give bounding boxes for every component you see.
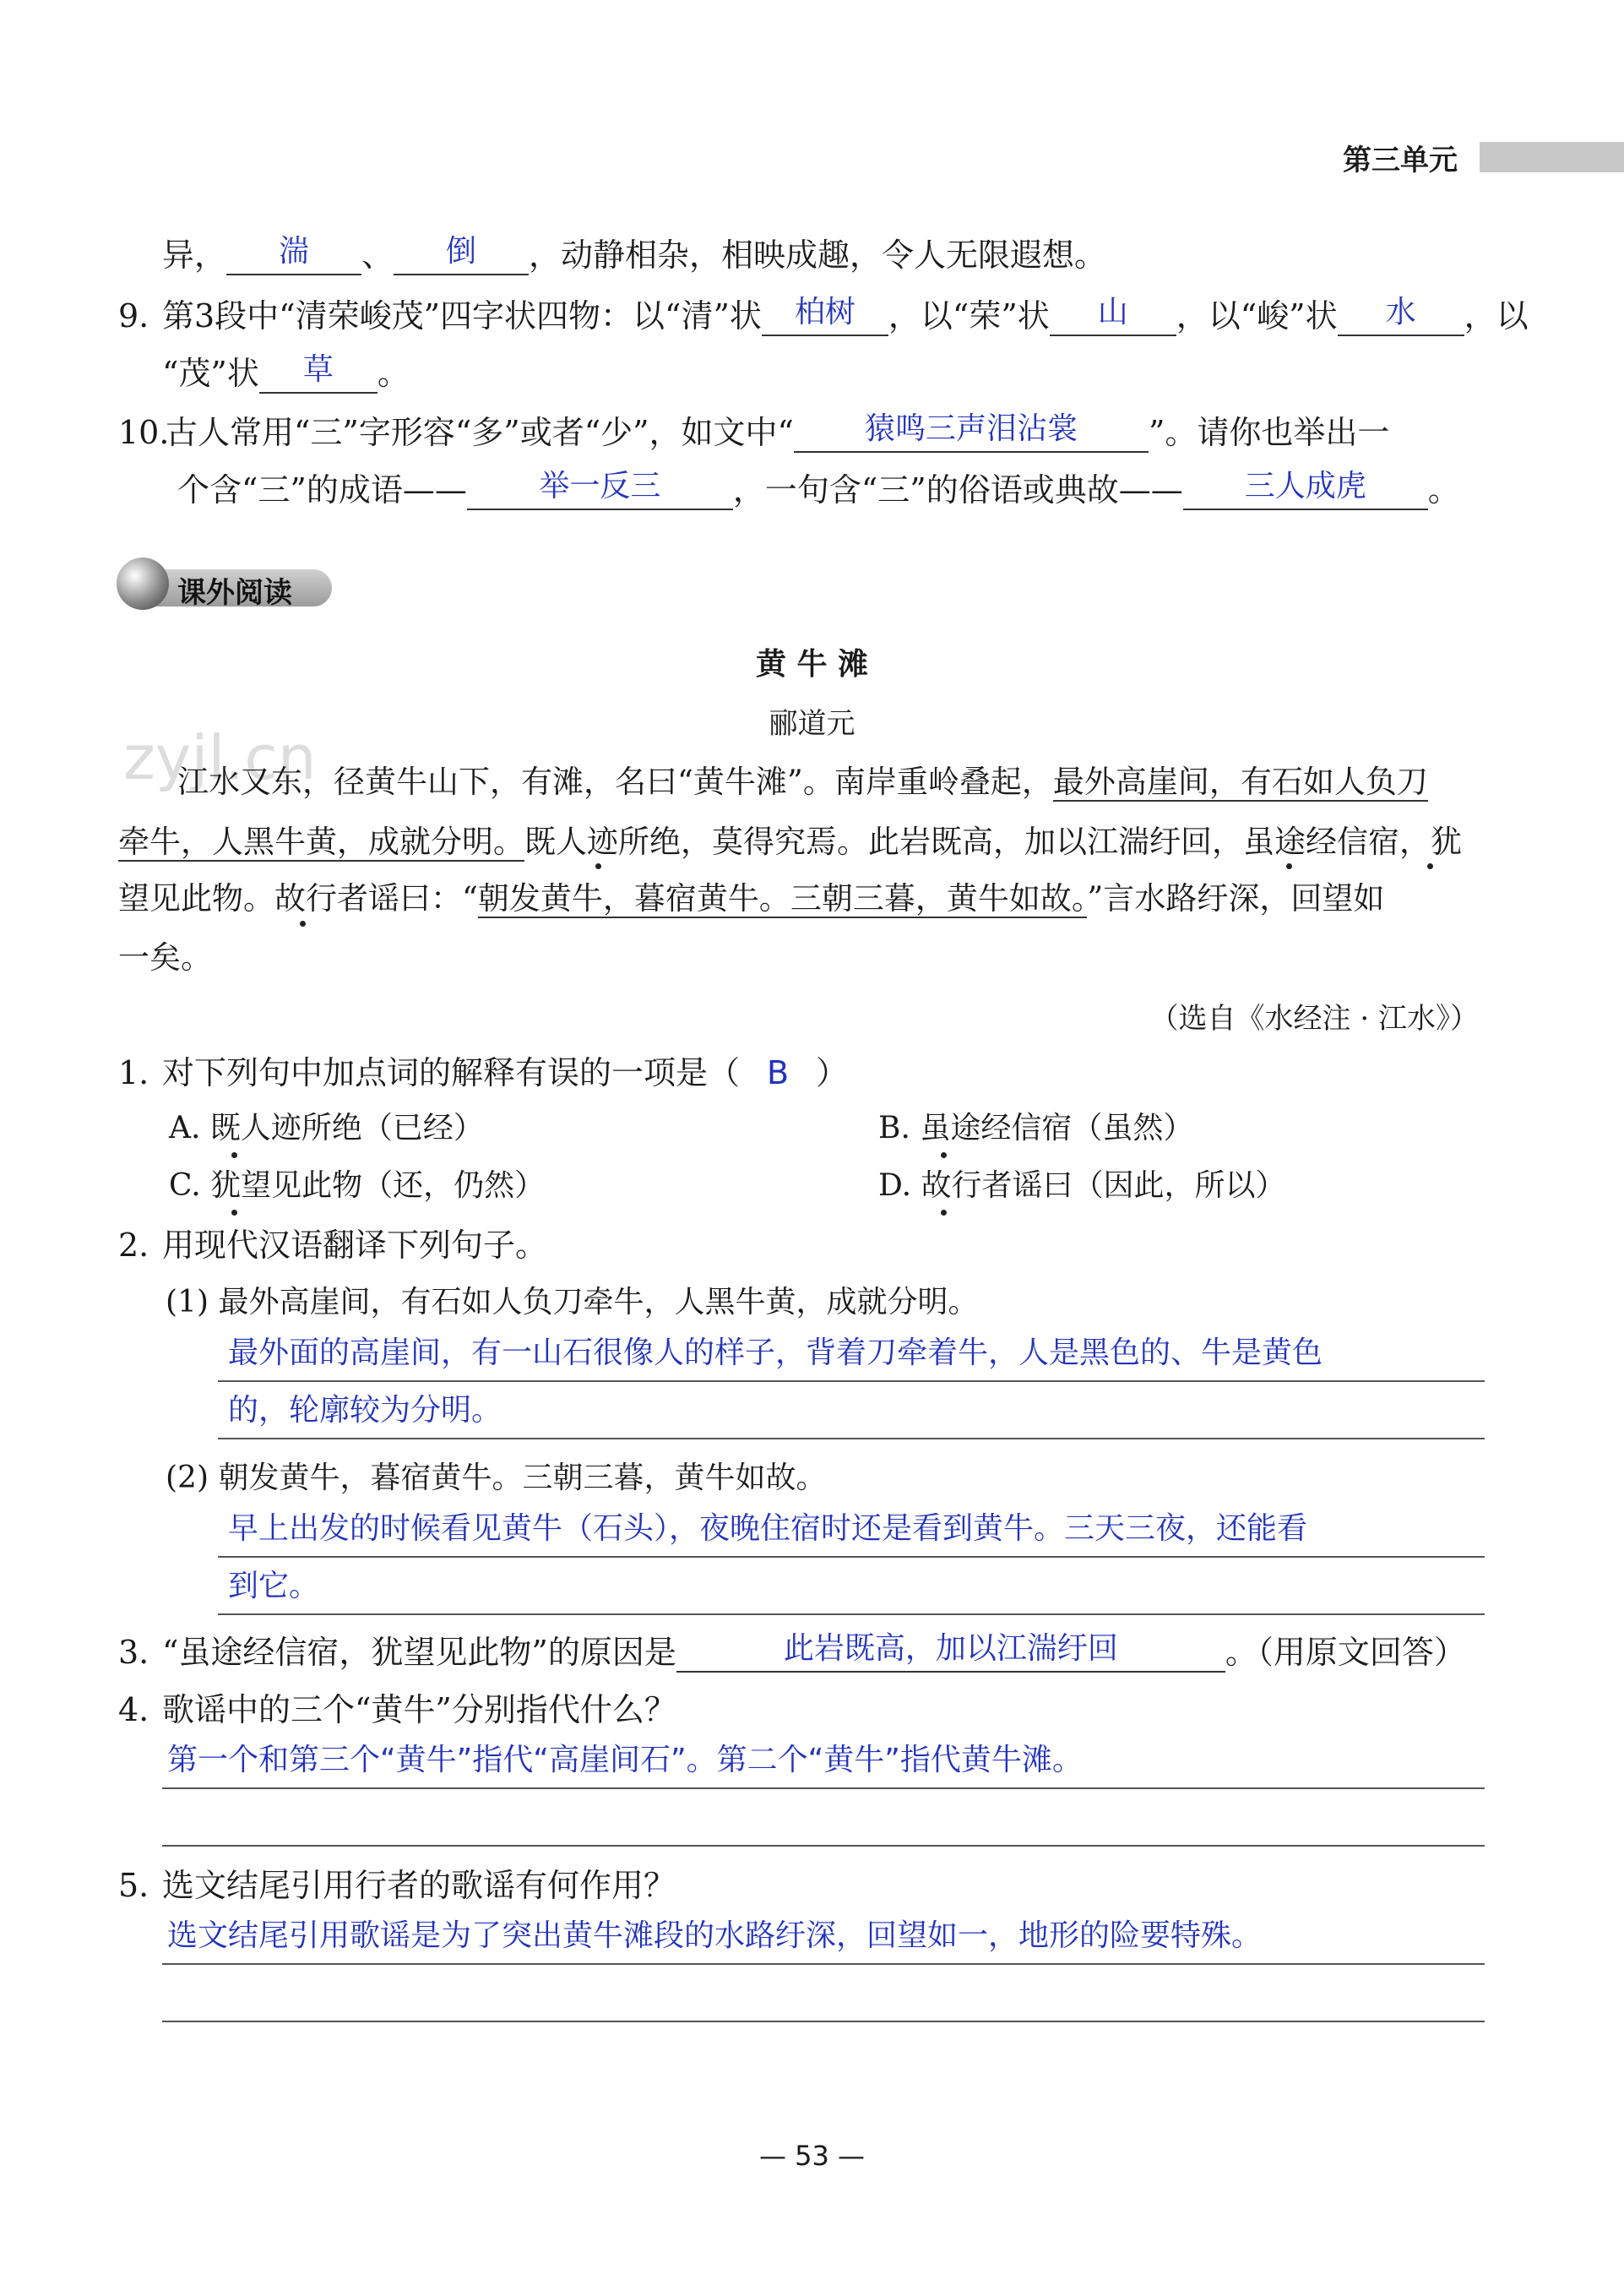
answer-blank: 三人成虎 [1244, 469, 1366, 503]
emphasis-dot [595, 863, 601, 869]
option-a: A. 既人迹所绝（已经） [169, 1111, 484, 1145]
reading-answer-4: 第一个和第三个“黄牛”指代“高崖间石”。第二个“黄牛”指代黄牛滩。 [167, 1743, 1083, 1777]
question-8-tail: 异， 湍 、 倒 ，动静相杂，相映成趣，令人无限遐想。 [162, 234, 1107, 274]
answer-blank: 水 [1385, 295, 1416, 329]
translate-answer-2-line-1: 早上出发的时候看见黄牛（石头），夜晚住宿时还是看到黄牛。三天三夜，还能看 [228, 1511, 1308, 1546]
emphasis-dot [300, 921, 306, 927]
answer-choice: B [766, 1054, 790, 1091]
watermark: zyjl.cn [123, 722, 317, 793]
question-9: 9. 第3段中“清荣峻茂”四字状四物：以“清”状 柏树 ，以“荣”状 山 ，以“峻”状 水 ，以 [118, 295, 1529, 335]
answer-blank: 湍 [279, 234, 310, 269]
emphasis-dot [941, 1152, 947, 1158]
passage-line-2: 牵牛，人黑牛黄，成就分明。既人迹所绝，莫得究焉。此岩既高，加以江湍纡回，虽途经信宿，犹 [118, 824, 1462, 860]
answer-line [218, 1380, 1485, 1382]
unit-title: 第三单元 [1343, 144, 1458, 177]
section-badge [117, 558, 336, 613]
page-number: — 53 — [758, 2140, 866, 2172]
question-9-cont: “茂”状 草 。 [162, 352, 410, 392]
answer-line [218, 1438, 1485, 1439]
emphasis-dot [941, 1210, 947, 1216]
unit-header [1343, 135, 1624, 179]
reading-question-4: 4. 歌谣中的三个“黄牛”分别指代什么？ [118, 1691, 676, 1728]
answer-blank: 此岩既高，加以江湍纡回 [783, 1631, 1118, 1666]
reading-question-5: 5. 选文结尾引用行者的歌谣有何作用？ [118, 1867, 676, 1904]
passage-line-3: 望见此物。故行者谣曰：“朝发黄牛，暮宿黄牛。三朝三暮，黄牛如故。”言水路纡深，回望如 [118, 880, 1385, 917]
emphasis-dot [231, 1210, 237, 1216]
reading-question-2: 2. 用现代汉语翻译下列句子。 [118, 1227, 548, 1264]
section-title: 课外阅读 [177, 576, 292, 610]
translate-sentence-1: (1) 最外高崖间，有石如人负刀牵牛，人黑牛黄，成就分明。 [166, 1285, 979, 1319]
passage-line-1: 江水又东，径黄牛山下，有滩，名曰“黄牛滩”。南岸重岭叠起，最外高崖间，有石如人负刀 [177, 764, 1428, 800]
question-10-cont: 个含“三”的成语—— 举一反三 ，一句含“三”的俗语或典故—— 三人成虎 。 [177, 469, 1460, 509]
passage-title: 黄 牛 滩 [755, 647, 869, 682]
emphasis-dot [1427, 863, 1433, 869]
answer-blank: 举一反三 [539, 469, 661, 503]
answer-blank: 柏树 [794, 295, 855, 329]
option-d: D. 故行者谣曰（因此，所以） [878, 1168, 1286, 1203]
answer-line [162, 1787, 1485, 1789]
passage-author: 郦道元 [769, 707, 855, 741]
passage-source: （选自《水经注 · 江水》） [1149, 1002, 1479, 1036]
translate-answer-1-line-1: 最外面的高崖间，有一山石很像人的样子，背着刀牵着牛，人是黑色的、牛是黄色 [228, 1336, 1323, 1370]
passage-line-4: 一矣。 [118, 939, 212, 976]
answer-line [218, 1613, 1485, 1615]
reading-answer-5: 选文结尾引用歌谣是为了突出黄牛滩段的水路纡深，回望如一，地形的险要特殊。 [167, 1918, 1263, 1953]
translate-sentence-2: (2) 朝发黄牛，暮宿黄牛。三朝三暮，黄牛如故。 [166, 1461, 827, 1495]
translate-answer-1-line-2: 的，轮廓较为分明。 [228, 1393, 502, 1428]
answer-line [162, 1963, 1485, 1965]
option-c: C. 犹望见此物（还，仍然） [169, 1168, 546, 1203]
answer-line [162, 2021, 1485, 2022]
emphasis-dot [1286, 863, 1292, 869]
answer-blank: 草 [302, 352, 334, 387]
reading-question-1: 1. 对下列句中加点词的解释有误的一项是（ B ） [118, 1054, 849, 1091]
reading-question-3: 3. “虽途经信宿，犹望见此物”的原因是 此岩既高，加以江湍纡回 。（用原文回答） [118, 1631, 1466, 1671]
answer-blank: 山 [1097, 295, 1128, 329]
emphasis-dot [231, 1152, 237, 1158]
answer-line [162, 1845, 1485, 1847]
unit-header-bar [1480, 142, 1624, 172]
question-10: 10.古人常用“三”字形容“多”或者“少”，如文中“ 猿鸣三声泪沾裳 ”。请你也举出一 [118, 411, 1390, 451]
answer-line [218, 1556, 1485, 1558]
globe-icon [117, 558, 169, 610]
option-b: B. 虽途经信宿（虽然） [878, 1111, 1194, 1145]
answer-blank: 倒 [446, 234, 477, 269]
answer-blank: 猿鸣三声泪沾裳 [864, 411, 1078, 446]
translate-answer-2-line-2: 到它。 [228, 1569, 320, 1603]
